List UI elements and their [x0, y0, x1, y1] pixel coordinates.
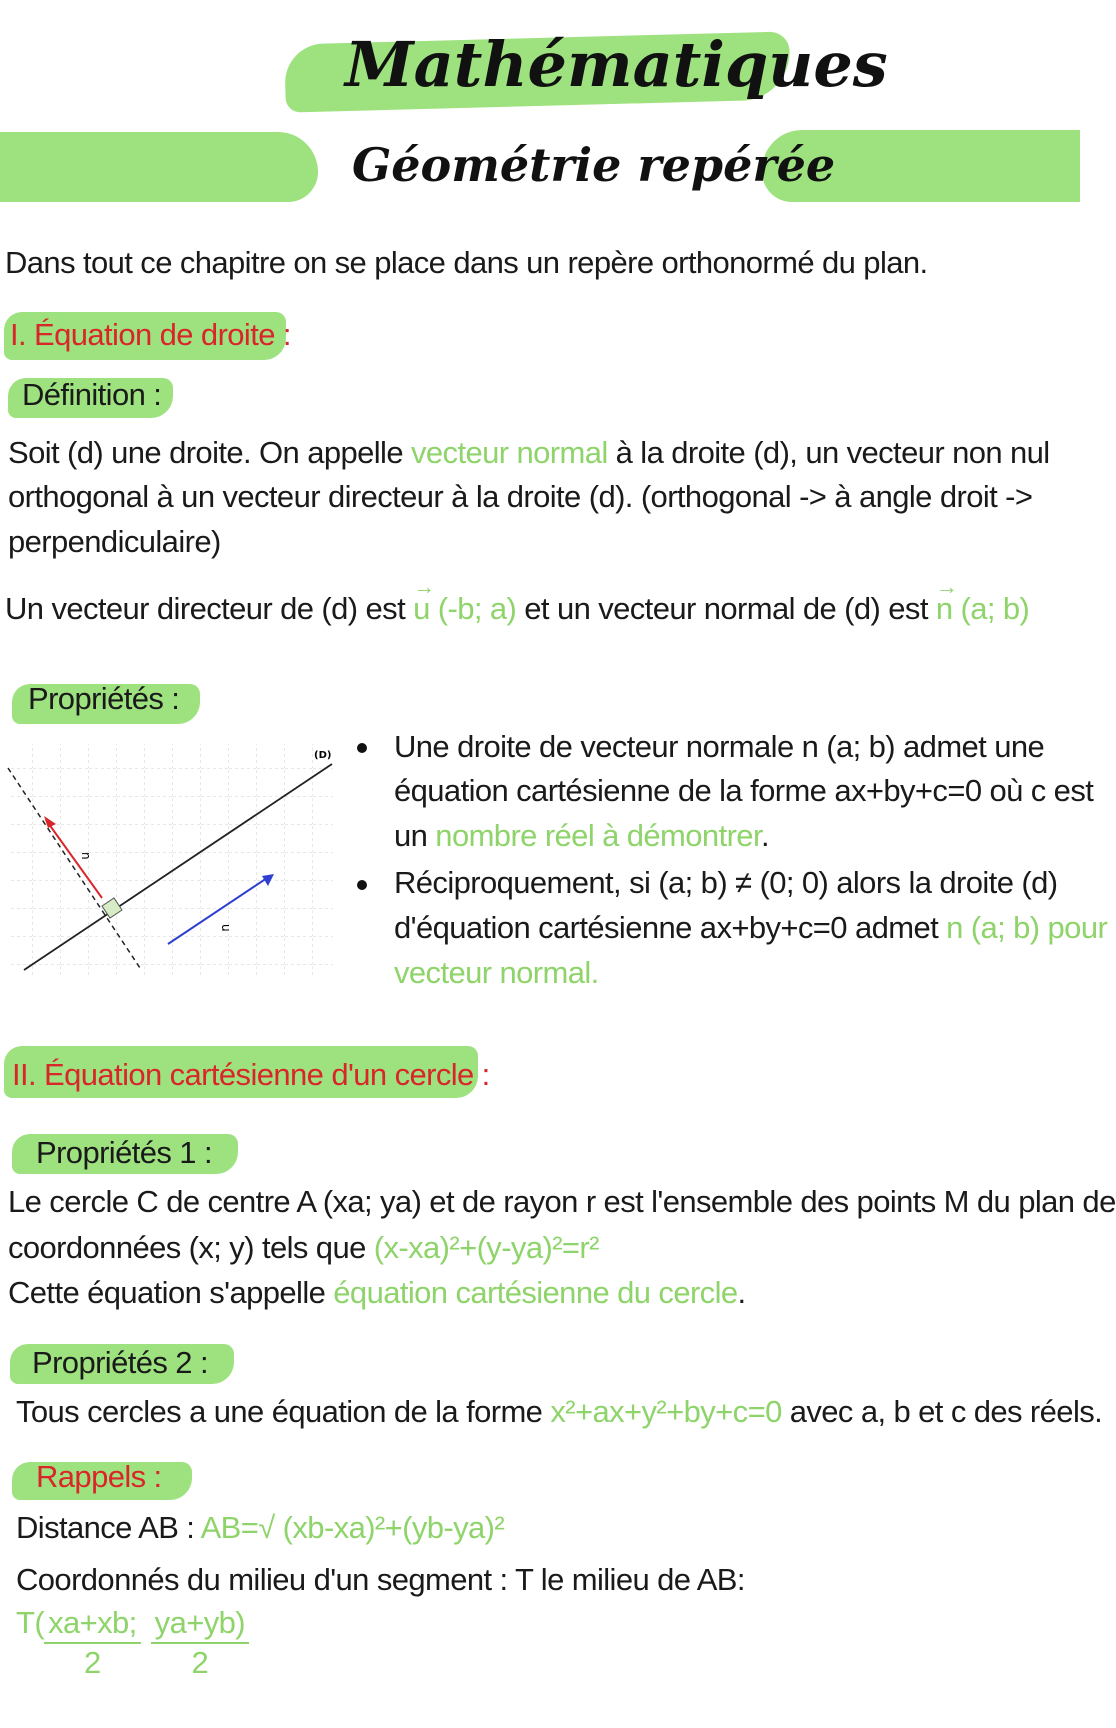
prop2-line: Tous cercles a une équation de la forme x²+ax+y²+by+c=0 avec a, b et c des réels. [16, 1394, 1103, 1429]
circle-equation: (x-xa)²+(y-ya)²=r² [373, 1230, 599, 1265]
intro-text: Dans tout ce chapitre on se place dans un repère orthonormé du plan. [5, 245, 928, 280]
general-circle-equation: x²+ax+y²+by+c=0 [550, 1394, 782, 1429]
bullet-2-dot [357, 880, 367, 890]
term-equation-cartesienne: équation cartésienne du cercle [333, 1275, 738, 1310]
rappels-label: Rappels : [36, 1459, 162, 1494]
prop2-label: Propriétés 2 : [32, 1345, 208, 1380]
term-nombre-reel: nombre réel à démontrer [435, 818, 761, 853]
prop1-label: Propriétés 1 : [36, 1135, 212, 1170]
bullet-1-line-2: équation cartésienne de la forme ax+by+c=0 où c est [394, 773, 1094, 808]
section1-heading: I. Équation de droite : [10, 317, 291, 352]
vector-n: → n [936, 588, 953, 630]
bullet-2-line-1: Réciproquement, si (a; b) ≠ (0; 0) alors la droite (d) [394, 865, 1058, 900]
u-label: u [219, 924, 233, 932]
prop1-line-3: Cette équation s'appelle équation cartésienne du cercle. [8, 1275, 746, 1310]
properties-label: Propriétés : [28, 681, 180, 716]
milieu-fraction-x: $\frac{xa+xb;}{2}$ [44, 1604, 141, 1682]
bullet-1-line-3: un nombre réel à démontrer. [394, 818, 769, 853]
milieu-fraction-y: $\frac{ya+yb)}{2}$ [151, 1604, 249, 1682]
section2-heading: II. Équation cartésienne d'un cercle : [12, 1057, 490, 1092]
milieu-line: Coordonnés du milieu d'un segment : T le milieu de AB: [16, 1562, 745, 1597]
page-title: Mathématiques [345, 28, 888, 101]
bullet-1-dot [357, 743, 367, 753]
prop1-line-2: coordonnées (x; y) tels que (x-xa)²+(y-ya)²=r² [8, 1230, 599, 1265]
milieu-formula: T( $\frac{xa+xb;}{2}$ $\frac{ya+yb)}{2}$ [16, 1604, 249, 1682]
page-subtitle: Géométrie repérée [352, 138, 836, 192]
vector-line: Un vecteur directeur de (d) est → u (-b; a) et un vecteur normal de (d) est → n (a; b) [5, 588, 1029, 630]
left-banner-brush [0, 132, 318, 202]
definition-label: Définition : [22, 377, 162, 412]
prop1-line-1: Le cercle C de centre A (xa; ya) et de rayon r est l'ensemble des points M du plan de [8, 1184, 1116, 1219]
definition-line-2: orthogonal à un vecteur directeur à la droite (d). (orthogonal -> à angle droit -> [8, 479, 1033, 514]
distance-formula: AB=√ (xb-xa)²+(yb-ya)² [200, 1510, 505, 1545]
term-vecteur-normal: vecteur normal [411, 435, 608, 470]
definition-line-1: Soit (d) une droite. On appelle vecteur normal à la droite (d), un vecteur non nul [8, 435, 1050, 470]
line-figure [4, 740, 339, 980]
distance-line: Distance AB : AB=√ (xb-xa)²+(yb-ya)² [16, 1510, 505, 1545]
line-d-label: (D) [314, 750, 332, 761]
definition-line-3: perpendiculaire) [8, 524, 221, 559]
bullet-2-line-2: d'équation cartésienne ax+by+c=0 admet n (a; b) pour [394, 910, 1108, 945]
vector-u: → u [413, 588, 430, 630]
bullet-1-line-1: Une droite de vecteur normale n (a; b) admet une [394, 729, 1045, 764]
n-label: n [79, 852, 93, 860]
bullet-2-line-3: vecteur normal. [394, 955, 599, 990]
